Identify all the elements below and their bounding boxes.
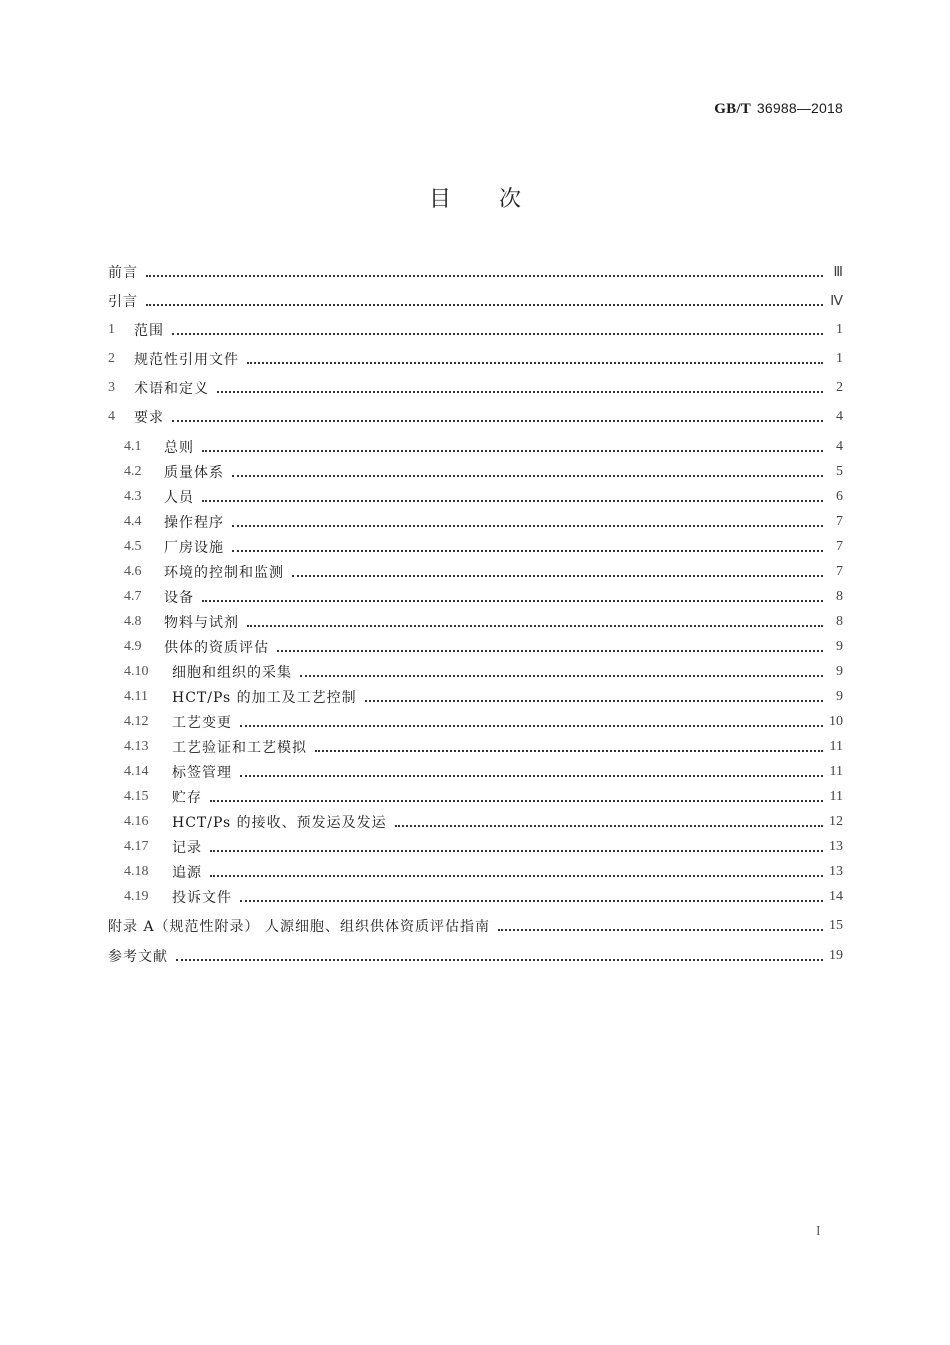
toc-entry-number: 3 (108, 380, 115, 395)
toc-entry[interactable] (124, 562, 843, 582)
leader-dots (247, 623, 823, 627)
toc-entry-label: 要求 (134, 410, 164, 426)
toc-entry-number: 4.1 (124, 439, 142, 454)
toc-entry-page: 1 (836, 351, 843, 366)
toc-entry[interactable] (108, 320, 843, 340)
toc-entry-page: 7 (836, 564, 843, 579)
leader-dots (300, 673, 823, 677)
toc-entry-number: 4.4 (124, 514, 142, 529)
leader-dots (202, 448, 823, 452)
leader-dots (210, 798, 823, 802)
toc-entry-label: 细胞和组织的采集 (172, 665, 292, 681)
toc-entry[interactable] (124, 637, 843, 657)
toc-entry-number: 4.9 (124, 639, 142, 654)
leader-dots (217, 389, 823, 393)
toc-entry[interactable] (124, 712, 843, 732)
leader-dots (240, 898, 823, 902)
toc-entry-page: 7 (836, 514, 843, 529)
toc-entry[interactable] (108, 349, 843, 369)
toc-entry[interactable] (124, 737, 843, 757)
toc-entry-page: Ⅲ (833, 264, 843, 280)
toc-entry-label: 质量体系 (164, 465, 224, 481)
toc-entry[interactable] (124, 662, 843, 682)
toc-entry-label: 工艺验证和工艺模拟 (172, 740, 307, 756)
toc-entry[interactable] (124, 762, 843, 782)
toc-entry-page: 10 (829, 714, 843, 729)
toc-entry-label: 附录 A（规范性附录） 人源细胞、组织供体资质评估指南 (108, 919, 491, 935)
toc-entry-label: 设备 (164, 590, 194, 606)
toc-entry-page: 8 (836, 614, 843, 629)
toc-entry[interactable] (108, 378, 843, 398)
toc-entry[interactable] (124, 512, 843, 532)
toc-entry[interactable] (124, 687, 843, 707)
leader-dots (315, 748, 823, 752)
leader-dots (172, 418, 823, 422)
toc-entry-label: 前言 (108, 265, 138, 281)
toc-entry-label: 范围 (134, 323, 164, 339)
toc-entry-label: 记录 (172, 840, 202, 856)
leader-dots (240, 723, 823, 727)
toc-entry-label: 供体的资质评估 (164, 640, 269, 656)
leader-dots (395, 823, 823, 827)
toc-entry-label: 总则 (164, 440, 194, 456)
toc-entry-number: 4 (108, 409, 115, 424)
toc-entry-page: 13 (829, 864, 843, 879)
toc-entry-page: Ⅳ (830, 293, 843, 309)
toc-entry[interactable] (124, 487, 843, 507)
toc-entry-label: 物料与试剂 (164, 615, 239, 631)
toc-entry-page: 4 (836, 439, 843, 454)
toc-entry-page: 13 (829, 839, 843, 854)
leader-dots (240, 773, 823, 777)
toc-entry[interactable] (108, 262, 843, 282)
leader-dots (202, 498, 823, 502)
leader-dots (210, 873, 823, 877)
toc-entry-number: 4.7 (124, 589, 142, 604)
standard-prefix: GB/T (714, 101, 751, 117)
toc-entry-label: 参考文献 (108, 949, 168, 965)
standard-code (714, 100, 843, 118)
toc-entry-number: 4.2 (124, 464, 142, 479)
toc-entry-page: 9 (836, 639, 843, 654)
toc-entry-label: 人员 (164, 490, 194, 506)
toc-entry-page: 1 (836, 322, 843, 337)
toc-entry-number: 4.6 (124, 564, 142, 579)
toc-entry-label: 规范性引用文件 (134, 352, 239, 368)
toc-entry[interactable] (124, 787, 843, 807)
toc-entry[interactable] (124, 837, 843, 857)
leader-dots (210, 848, 823, 852)
toc-entry[interactable] (124, 612, 843, 632)
leader-dots (146, 302, 823, 306)
leader-dots (232, 548, 823, 552)
toc-entry[interactable] (124, 437, 843, 457)
leader-dots (232, 473, 823, 477)
toc-entry-label: 操作程序 (164, 515, 224, 531)
toc-entry-label: 投诉文件 (172, 890, 232, 906)
toc-entry-page: 19 (829, 948, 843, 963)
toc-entry-number: 4.14 (124, 764, 149, 779)
leader-dots (146, 273, 823, 277)
toc-entry-page: 4 (836, 409, 843, 424)
toc-entry-label: 环境的控制和监测 (164, 565, 284, 581)
toc-entry-number: 4.12 (124, 714, 149, 729)
toc-entry-label: 厂房设施 (164, 540, 224, 556)
toc-entry-page: 14 (829, 889, 843, 904)
toc-entry-label: 贮存 (172, 790, 202, 806)
toc-entry-page: 12 (829, 814, 843, 829)
toc-entry-number: 4.5 (124, 539, 142, 554)
leader-dots (498, 927, 823, 931)
toc-entry-number: 4.15 (124, 789, 149, 804)
toc-entry-page: 9 (836, 689, 843, 704)
toc-entry[interactable] (124, 462, 843, 482)
leader-dots (277, 648, 823, 652)
toc-entry-number: 4.11 (124, 689, 148, 704)
toc-entry-page: 5 (836, 464, 843, 479)
toc-entry-number: 2 (108, 351, 115, 366)
leader-dots (247, 360, 823, 364)
leader-dots (202, 598, 823, 602)
toc-entry-number: 4.19 (124, 889, 149, 904)
leader-dots (172, 331, 823, 335)
toc-entry-label: 追源 (172, 865, 202, 881)
toc-entry-page: 11 (829, 789, 843, 804)
toc-entry-number: 4.18 (124, 864, 149, 879)
toc-entry-label: HCT/Ps 的加工及工艺控制 (172, 690, 357, 706)
toc-entry-number: 4.13 (124, 739, 149, 754)
toc-entry-label: 工艺变更 (172, 715, 232, 731)
toc-entry-page: 8 (836, 589, 843, 604)
toc-entry[interactable] (124, 537, 843, 557)
toc-entry-number: 4.17 (124, 839, 149, 854)
leader-dots (292, 573, 823, 577)
toc-entry-page: 11 (829, 764, 843, 779)
toc-entry-label: HCT/Ps 的接收、预发运及发运 (172, 815, 387, 831)
toc-entry-page: 7 (836, 539, 843, 554)
toc-entry-number: 1 (108, 322, 115, 337)
toc-entry[interactable] (124, 887, 843, 907)
toc-entry-label: 引言 (108, 294, 138, 310)
toc-entry-references[interactable] (108, 946, 843, 966)
leader-dots (365, 698, 823, 702)
toc-entry-page: 2 (836, 380, 843, 395)
toc-entry[interactable] (124, 812, 843, 832)
leader-dots (176, 957, 823, 961)
toc-entry-page: 9 (836, 664, 843, 679)
toc-entry-page: 6 (836, 489, 843, 504)
toc-entry-page: 11 (829, 739, 843, 754)
toc-entry-number: 4.10 (124, 664, 149, 679)
toc-entry[interactable] (108, 291, 843, 311)
page-number: I (816, 1224, 821, 1239)
toc-entry-label: 术语和定义 (134, 381, 209, 397)
standard-number: 36988—2018 (756, 100, 843, 116)
toc-entry-number: 4.8 (124, 614, 142, 629)
toc-entry-label: 标签管理 (172, 765, 232, 781)
toc-entry-annex-a[interactable] (108, 916, 843, 936)
toc-entry-page: 15 (829, 918, 843, 933)
page-title: 目次 (428, 187, 569, 212)
toc-entry[interactable] (124, 862, 843, 882)
leader-dots (232, 523, 823, 527)
toc-entry[interactable] (124, 587, 843, 607)
toc-entry-number: 4.16 (124, 814, 149, 829)
toc-entry[interactable] (108, 407, 843, 427)
toc-entry-number: 4.3 (124, 489, 142, 504)
